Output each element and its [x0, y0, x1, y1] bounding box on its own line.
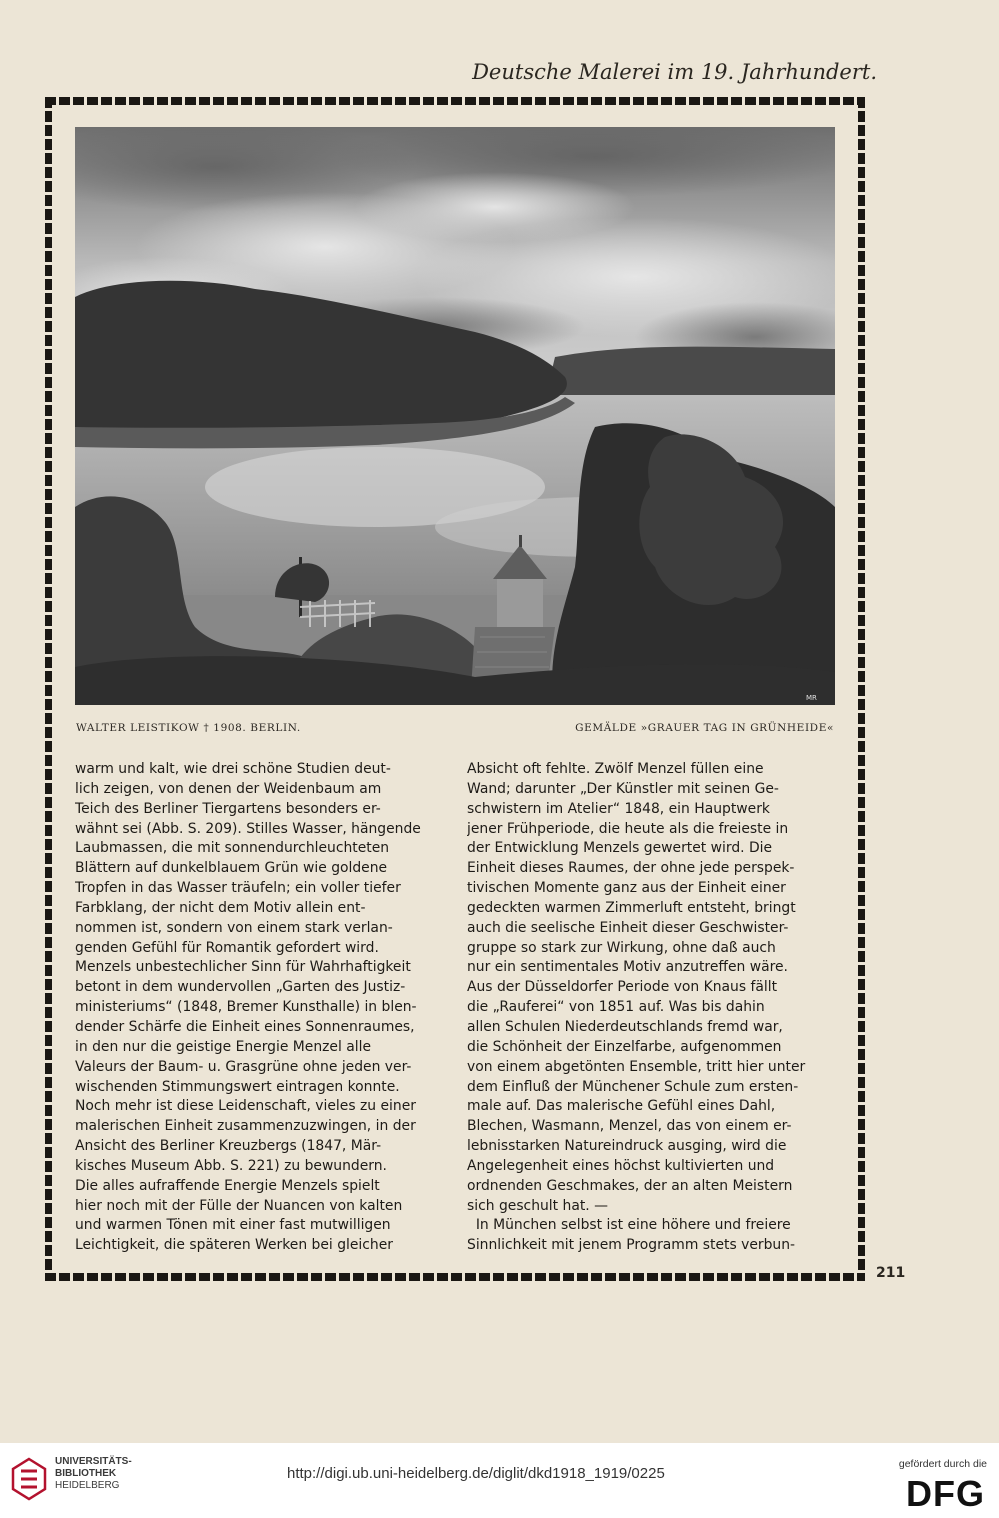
- text-line: dender Schärfe die Einheit eines Sonnenraumes,: [75, 1018, 415, 1035]
- text-line: schwistern im Atelier“ 1848, ein Hauptwerk: [467, 800, 770, 817]
- text-line: Ansicht des Berliner Kreuzbergs (1847, Mär-: [75, 1138, 382, 1155]
- text-line: Sinnlichkeit mit jenem Programm stets verbun-: [467, 1237, 796, 1254]
- text-line: und warmen Tönen mit einer fast mutwilligen: [75, 1217, 391, 1234]
- text-line: nommen ist, sondern von einem stark verlan-: [75, 919, 393, 936]
- running-head: Deutsche Malerei im 19. Jahrhundert.: [472, 60, 877, 84]
- text-line: in den nur die geistige Energie Menzel alle: [75, 1038, 372, 1055]
- funded-by-label: gefördert durch die: [898, 1458, 987, 1470]
- text-line: wischenden Stimmungswert eintragen konnte.: [75, 1078, 400, 1095]
- caption-artist: WALTER LEISTIKOW † 1908. BERLIN.: [76, 722, 301, 734]
- text-line: male auf. Das malerische Gefühl eines Dahl,: [467, 1098, 776, 1115]
- source-url-link[interactable]: http://digi.ub.uni-heidelberg.de/diglit/dkd1918_1919/0225: [287, 1465, 665, 1482]
- text-line: lich zeigen, von denen der Weidenbaum am: [75, 780, 382, 797]
- caption-title: GEMÄLDE »GRAUER TAG IN GRÜNHEIDE«: [575, 722, 834, 734]
- landscape-image: [75, 127, 835, 705]
- text-line: Noch mehr ist diese Leidenschaft, vieles zu einer: [75, 1098, 416, 1115]
- text-line: Menzels unbestechlicher Sinn für Wahrhaftigkeit: [75, 959, 411, 976]
- page-number: 211: [876, 1265, 906, 1281]
- text-line: Laubmassen, die mit sonnendurchleuchteten: [75, 840, 390, 857]
- institution-name: UNIVERSITÄTS- BIBLIOTHEK HEIDELBERG: [55, 1456, 132, 1491]
- text-column-left: [75, 760, 443, 1256]
- text-line: genden Gefühl für Romantik gefordert wird.: [75, 939, 379, 956]
- text-line: Teich des Berliner Tiergartens besonders er-: [75, 800, 381, 817]
- text-line: hier noch mit der Fülle der Nuancen von kalten: [75, 1197, 403, 1214]
- text-line: Farbklang, der nicht dem Motiv allein ent-: [75, 899, 366, 916]
- ornamental-border-top: [45, 97, 865, 105]
- text-line: Absicht oft fehlte. Zwölf Menzel füllen eine: [467, 761, 764, 777]
- text-line: die Schönheit der Einzelfarbe, aufgenommen: [467, 1038, 782, 1055]
- text-line: dem Einfluß der Münchener Schule zum ersten-: [467, 1078, 799, 1095]
- text-line: nur ein sentimentales Motiv anzutreffen wäre.: [467, 959, 788, 976]
- text-line: wähnt sei (Abb. S. 209). Stilles Wasser, hängende: [75, 820, 421, 837]
- text-line: tivischen Momente ganz aus der Einheit einer: [467, 880, 786, 897]
- text-line: sich geschult hat. —: [467, 1197, 609, 1214]
- text-line: die „Rauferei“ von 1851 auf. Was bis dahin: [467, 999, 765, 1016]
- footer-bar: [0, 1443, 999, 1518]
- ornamental-border-right: [858, 97, 865, 1281]
- text-line: warm und kalt, wie drei schöne Studien deut-: [75, 761, 391, 777]
- text-line: Wand; darunter „Der Künstler mit seinen Ge-: [467, 780, 779, 797]
- painting-reproduction: [75, 127, 835, 705]
- ornamental-border-left: [45, 97, 52, 1281]
- text-line: allen Schulen Niederdeutschlands fremd war,: [467, 1018, 783, 1035]
- text-line: von einem abgetönten Ensemble, tritt hier unter: [467, 1058, 806, 1075]
- photo-mark: MR: [806, 694, 817, 702]
- text-line: malerischen Einheit zusammenzuzwingen, in der: [75, 1118, 416, 1135]
- university-logo-icon: [9, 1457, 49, 1501]
- text-line: Einheit dieses Raumes, der ohne jede perspek-: [467, 860, 795, 877]
- text-line: Valeurs der Baum- u. Grasgrüne ohne jeden ver-: [75, 1058, 412, 1075]
- text-line: ordnenden Geschmakes, der an alten Meistern: [467, 1177, 793, 1194]
- text-line: Blättern auf dunkelblauem Grün wie goldene: [75, 860, 388, 877]
- text-line: jener Frühperiode, die heute als die freieste in: [467, 820, 789, 837]
- text-line: lebnisstarken Natureindruck ausging, wird die: [467, 1138, 787, 1155]
- text-line: Die alles aufraffende Energie Menzels spielt: [75, 1177, 380, 1194]
- dfg-logo: DFG: [906, 1473, 985, 1514]
- text-line: Aus der Düsseldorfer Periode von Knaus fällt: [467, 979, 778, 996]
- ornamental-border-bottom: [45, 1273, 865, 1281]
- text-line: gedeckten warmen Zimmerluft entsteht, bringt: [467, 899, 796, 916]
- text-line: betont in dem wundervollen „Garten des Justiz-: [75, 979, 406, 996]
- text-line: auch die seelische Einheit dieser Geschwister-: [467, 919, 789, 936]
- text-line: Tropfen in das Wasser träufeln; ein voller tiefer: [75, 880, 401, 897]
- text-line: kisches Museum Abb. S. 221) zu bewundern.: [75, 1157, 387, 1174]
- text-line: ministeriums“ (1848, Bremer Kunsthalle) in blen-: [75, 999, 417, 1016]
- text-line: Blechen, Wasmann, Menzel, das von einem er-: [467, 1118, 792, 1135]
- text-line: gruppe so stark zur Wirkung, ohne daß auch: [467, 939, 776, 956]
- text-line: Angelegenheit eines höchst kultivierten und: [467, 1157, 775, 1174]
- text-line: der Entwicklung Menzels gewertet wird. Die: [467, 840, 773, 857]
- text-column-right: [467, 760, 835, 1256]
- text-line: Leichtigkeit, die späteren Werken bei gleicher: [75, 1237, 393, 1254]
- text-line: In München selbst ist eine höhere und freiere: [467, 1217, 791, 1234]
